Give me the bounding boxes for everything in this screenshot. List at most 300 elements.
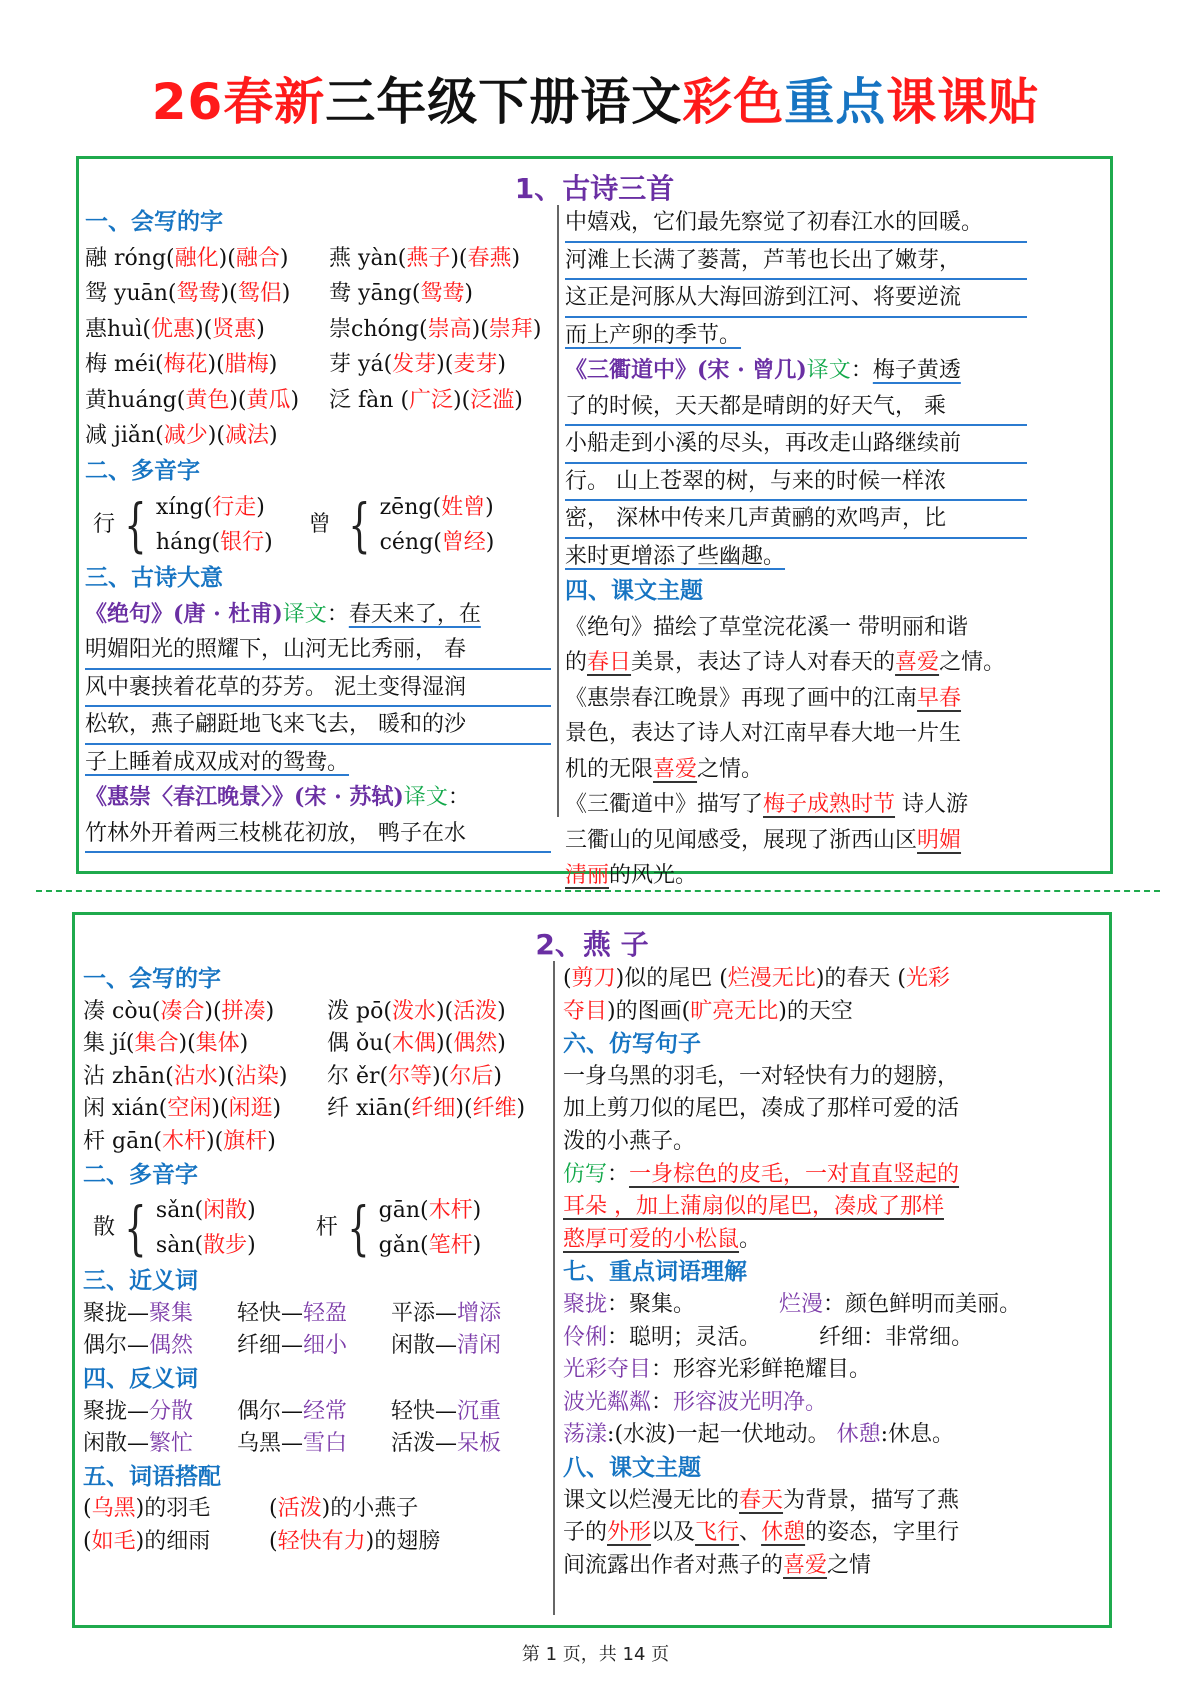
word: 偶尔 (237, 1398, 282, 1424)
title-part: 课课贴 (886, 73, 1040, 131)
text: 之情。 (697, 756, 764, 782)
translation-line: 小船走到小溪的尽头，再改走山路继续前 (565, 426, 1027, 464)
translation-line: 竹林外开着两三枝桃花初放， 鸭子在水 (85, 816, 551, 854)
pinyin: huì (107, 316, 143, 342)
word: 活泼 (391, 1431, 436, 1457)
lesson2-title: 2、燕 子 (535, 928, 649, 961)
reading: sǎn(闲散) (155, 1198, 256, 1224)
pinyin: róng (114, 245, 167, 271)
section-heading: 四、反义词 (83, 1365, 198, 1392)
page-number: 第 1 页，共 14 页 (521, 1644, 670, 1665)
text: 课文以烂漫无比的 (563, 1487, 740, 1513)
char-row (85, 347, 551, 383)
text: 的姿态，字里行 (805, 1520, 960, 1546)
pinyin: jí (112, 1031, 126, 1057)
section-heading: 一、会写的字 (83, 966, 221, 992)
definition: 休息。 (888, 1422, 955, 1448)
text: 机的无限 (565, 756, 654, 782)
char-entry: 集 jí(集合)(集体) (83, 1031, 249, 1057)
char-entry: 芽 yá(发芽)(麦芽) (329, 352, 506, 377)
keyword: 休憩 (761, 1520, 806, 1546)
char-row (83, 1126, 549, 1159)
antonym-row: 闲散—繁忙 乌黑—雪白 活泼—呆板 (83, 1431, 502, 1457)
brace-icon: { (124, 491, 147, 559)
text: 、 (739, 1520, 762, 1546)
poem-name: 《绝句》(唐 · 杜甫) (85, 600, 283, 627)
char-entry: 融 róng(融化)(融合) (85, 245, 289, 271)
pinyin: xíng (155, 495, 204, 520)
text: 美景，表达了诗人对春天的 (631, 650, 896, 675)
char: 泼 (327, 998, 350, 1024)
synonym: 细小 (303, 1333, 348, 1359)
word: 银行 (220, 530, 265, 555)
term: 烂漫 (779, 1291, 824, 1317)
word: 偶然 (453, 1031, 498, 1057)
char: 鸳 (85, 281, 108, 306)
pinyin: zhān (112, 1063, 166, 1089)
pinyin: fàn (358, 387, 394, 413)
reading: gǎn(笔杆) (378, 1233, 482, 1259)
text: 《三衢道中》描写了 (565, 792, 764, 817)
char-entry: 黄huáng(黄色)(黄瓜) (85, 387, 300, 413)
poem-name: 《三衢道中》(宋 · 曾几) (565, 357, 807, 383)
char-entry: 闲 xián(空闲)(闲逛) (83, 1096, 282, 1122)
theme-text (565, 858, 1027, 894)
word: 轻快 (391, 1398, 436, 1424)
char: 泛 (329, 387, 352, 413)
char: 芽 (329, 352, 352, 377)
theme-text: 景色，表达了诗人对江南早春大地一片生 (565, 721, 962, 746)
text: 三衢山的见闻感受，展现了浙西山区 (565, 827, 918, 853)
char-entry: 偶 ǒu(木偶)(偶然) (327, 1031, 506, 1057)
example-sentence: 泼的小燕子。 (563, 1128, 696, 1154)
pinyin: sǎn (155, 1198, 195, 1224)
lesson1-right-column (565, 205, 1027, 894)
column-divider (553, 961, 555, 1615)
char-row (85, 312, 551, 348)
translation-line: 这正是河豚从大海回游到江河、将要逆流 (565, 280, 1027, 318)
polyphone-group (309, 490, 495, 560)
text: 的图画 (615, 998, 682, 1024)
char: 纤 (327, 1096, 350, 1122)
word: 梅花 (163, 352, 208, 377)
word: 发芽 (392, 352, 437, 377)
title-part: 彩色 (682, 73, 785, 131)
word: 春燕 (467, 245, 512, 271)
keyword: 活泼 (277, 1496, 322, 1522)
theme-text (565, 681, 1027, 717)
word: 轻快 (237, 1300, 282, 1326)
word: 木杆 (428, 1198, 473, 1224)
text: 似的尾巴 (624, 966, 720, 991)
text: 的小燕子 (330, 1496, 419, 1522)
theme-text (563, 1517, 1027, 1550)
collocation-row: (剪刀)似的尾巴 (烂漫无比)的春天 (光彩 (563, 966, 951, 991)
pinyin: huáng (107, 387, 177, 413)
pinyin: háng (155, 530, 212, 555)
char-entry: 鸳 yuān(鸳鸯)(鸳侣) (85, 281, 291, 306)
pinyin: zēng (379, 495, 433, 520)
char-entry: 沾 zhān(沾水)(沾染) (83, 1063, 288, 1089)
section-heading: 七、重点词语理解 (563, 1259, 747, 1286)
translation-line: 河滩上长满了蒌蒿，芦苇也长出了嫩芽， (565, 243, 1027, 281)
definition: 聚集。 (629, 1291, 696, 1317)
keyword: 喜爱 (653, 756, 698, 782)
text: 的翅膀 (374, 1528, 441, 1554)
translation-line: 密， 深林中传来几声黄鹂的欢鸣声，比 (565, 501, 1027, 539)
term-row: 光彩夺目：形容光彩鲜艳耀目。 (563, 1357, 872, 1383)
translation-line: 子上睡着成双成对的鸳鸯。 (85, 749, 350, 775)
polyphone-char: 散 (93, 1214, 116, 1240)
text: 的天空 (786, 998, 853, 1024)
char: 闲 (83, 1096, 106, 1122)
theme-text (565, 645, 1027, 681)
definition: (水波)一起一伏地动。 (614, 1422, 830, 1448)
section-heading: 四、课文主题 (565, 578, 703, 604)
lesson2-right-column (563, 963, 1027, 1582)
char-row (83, 1093, 549, 1126)
translation-label: 译文 (806, 358, 851, 383)
char-entry: 梅 méi(梅花)(腊梅) (85, 352, 278, 377)
poem-header: 《绝句》(唐 · 杜甫)译文：春天来了，在 (85, 600, 481, 627)
pinyin: xiān (356, 1096, 403, 1122)
pinyin: còu (112, 998, 152, 1024)
char-entry: 泼 pō(泼水)(活泼) (327, 998, 506, 1024)
char-entry: 崇chóng(崇高)(崇拜) (329, 316, 542, 342)
keyword: 飞行 (695, 1520, 740, 1546)
page-title (0, 72, 1191, 132)
word: 鸳鸯 (176, 281, 221, 306)
char: 沾 (83, 1063, 106, 1089)
word: 集合 (134, 1031, 179, 1057)
polyphone-char: 杆 (315, 1214, 338, 1240)
synonym: 聚集 (149, 1300, 194, 1326)
reading: háng(银行) (155, 530, 273, 555)
text: 间流露出作者对燕子的 (563, 1552, 784, 1578)
pinyin: gān (112, 1128, 154, 1154)
word: 拼凑 (221, 998, 266, 1024)
word: 减法 (224, 423, 269, 448)
term-row: 伶俐：聪明；灵活。 纤细：非常细。 (563, 1322, 1027, 1355)
imitation-text: 一身棕色的皮毛，一对直直竖起的 (629, 1161, 960, 1187)
imitation-text: 耳朵 ，加上蒲扇似的尾巴，凑成了那样 (563, 1194, 944, 1220)
section-heading: 一、会写的字 (85, 209, 223, 235)
polyphone-group (93, 1193, 256, 1263)
keyword: 夺目 (563, 998, 608, 1024)
word: 木杆 (161, 1128, 206, 1154)
theme-text: 《绝句》描绘了草堂浣花溪一 带明丽和谐 (565, 614, 968, 640)
word: 鸳鸯 (420, 281, 465, 306)
pinyin: yá (358, 352, 384, 377)
term-row: 聚拢：聚集。 烂漫：颜色鲜明而美丽。 (563, 1289, 1027, 1322)
word: 闲散 (83, 1431, 128, 1457)
word: 燕子 (406, 245, 451, 271)
word: 偶尔 (83, 1333, 128, 1359)
char-entry: 惠huì(优惠)(贤惠) (85, 316, 265, 342)
term: 休憩 (836, 1422, 881, 1448)
text: 的春天 (824, 966, 898, 991)
text: 之情。 (939, 650, 1006, 675)
polyphone-block (83, 1191, 549, 1265)
term: 波光粼粼 (563, 1389, 652, 1415)
char: 崇 (329, 316, 352, 342)
antonym: 经常 (303, 1398, 348, 1424)
title-part: 三年级下册语文 (325, 73, 683, 131)
char: 融 (85, 245, 108, 271)
column-divider (557, 205, 559, 817)
theme-text (563, 1550, 1027, 1583)
reading: gān(木杆) (378, 1198, 482, 1224)
translation-line: 行。 山上苍翠的树，与来的时候一样浓 (565, 464, 1027, 502)
keyword: 明媚 (917, 827, 962, 853)
word: 木偶 (392, 1031, 437, 1057)
polyphone-block (85, 489, 551, 561)
term: 光彩夺目 (563, 1357, 652, 1383)
char-row (85, 276, 551, 312)
word: 优惠 (150, 316, 195, 342)
theme-text (563, 1485, 1027, 1518)
antonym: 繁忙 (149, 1431, 194, 1457)
char-entry: 尔 ěr(尔等)(尔后) (327, 1063, 502, 1089)
pinyin: gān (378, 1198, 420, 1224)
char-row (83, 1061, 549, 1094)
char: 集 (83, 1031, 106, 1057)
lesson1-card (76, 156, 1113, 888)
word: 闲散 (203, 1198, 248, 1224)
char-entry: 杆 gān(木杆)(旗杆) (83, 1128, 276, 1154)
translation-line: 了的时候，天天都是晴朗的好天气， 乘 (565, 389, 1027, 427)
text: 以及 (651, 1520, 696, 1546)
reading: céng(曾经) (379, 530, 495, 555)
word: 空闲 (167, 1096, 212, 1122)
word: 旗杆 (223, 1128, 268, 1154)
reading: zēng(姓曾) (379, 495, 494, 520)
keyword: 轻快有力 (277, 1528, 366, 1554)
char-row (83, 1028, 549, 1061)
section-heading: 二、多音字 (83, 1161, 198, 1188)
char-entry: 减 jiǎn(减少)(减法) (85, 423, 278, 448)
example-sentence: 加上剪刀似的尾巴，凑成了那样可爱的活 (563, 1096, 960, 1122)
word: 尔后 (449, 1063, 494, 1089)
translation-label: 译文 (282, 601, 327, 627)
polyphone-group (93, 490, 273, 560)
definition: 聪明；灵活。 (629, 1324, 762, 1350)
text: 为背景，描写了燕 (783, 1487, 960, 1513)
word: 闲逛 (228, 1096, 273, 1122)
keyword: 如毛 (91, 1528, 136, 1554)
pinyin: gǎn (378, 1233, 420, 1259)
word: 行走 (212, 495, 257, 520)
keyword: 梅子成熟时节 (763, 792, 896, 817)
char-row (85, 418, 551, 454)
char-entry: 泛 fàn (广泛)(泛滥) (329, 387, 523, 413)
section-heading: 二、多音字 (85, 457, 200, 484)
imitation-line (563, 1191, 1027, 1224)
word: 贤惠 (212, 316, 257, 342)
polyphone-group (316, 1193, 482, 1263)
synonym: 增添 (457, 1300, 502, 1326)
text: 的风光。 (609, 863, 698, 888)
text: 的羽毛 (144, 1496, 211, 1522)
poem-header: 《惠崇〈春江晚景〉》(宋 · 苏轼)译文： (85, 784, 470, 810)
keyword: 烂漫无比 (727, 966, 816, 991)
antonym: 雪白 (303, 1431, 348, 1457)
imitation-line (563, 1224, 1027, 1257)
brace-icon: { (348, 491, 371, 559)
synonym-row: 偶尔—偶然 纤细—细小 闲散—清闲 (83, 1333, 502, 1359)
pinyin: yàn (358, 245, 398, 271)
keyword: 旷亮无比 (690, 998, 779, 1024)
translation-label: 译文 (403, 785, 448, 810)
word: 曾经 (441, 530, 486, 555)
theme-text (565, 823, 1027, 859)
word: 泛滥 (470, 387, 515, 413)
translation-line: 来时更增添了些幽趣。 (565, 543, 786, 569)
char-entry: 鸯 yāng(鸳鸯) (329, 281, 474, 306)
pinyin: chóng (351, 316, 420, 342)
text: 的细雨 (144, 1528, 211, 1554)
pinyin: yāng (358, 281, 412, 306)
title-part: 26春新 (151, 73, 326, 131)
keyword: 剪刀 (571, 966, 616, 991)
word: 散步 (203, 1233, 248, 1259)
text: 之情 (827, 1552, 872, 1578)
antonym: 沉重 (457, 1398, 502, 1424)
keyword: 乌黑 (91, 1496, 136, 1522)
keyword: 清丽 (565, 863, 610, 888)
term-row: 荡漾:(水波)一起一伏地动。 休憩:休息。 (563, 1422, 955, 1448)
char-row (83, 996, 549, 1029)
definition: 形容光彩鲜艳耀目。 (673, 1357, 872, 1383)
keyword: 喜爱 (895, 650, 940, 675)
section-heading: 三、近义词 (83, 1268, 198, 1295)
word: 黄瓜 (246, 387, 291, 413)
antonym: 呆板 (457, 1431, 502, 1457)
section-heading: 六、仿写句子 (563, 1031, 701, 1058)
term: 纤细 (819, 1324, 864, 1350)
word: 闲散 (391, 1333, 436, 1359)
term-row: 波光粼粼：形容波光明净。 (563, 1389, 828, 1415)
synonym: 清闲 (457, 1333, 502, 1359)
polyphone-char: 曾 (308, 512, 331, 538)
char: 杆 (83, 1128, 106, 1154)
section-heading: 三、古诗大意 (85, 565, 223, 591)
word: 麦芽 (453, 352, 498, 377)
lesson1-title: 1、古诗三首 (514, 172, 675, 205)
word: 集体 (195, 1031, 240, 1057)
word: 活泼 (453, 998, 498, 1024)
text: 诗人游 (895, 792, 969, 817)
antonym: 分散 (149, 1398, 194, 1424)
definition: 颜色鲜明而美丽。 (845, 1291, 1022, 1317)
poem-name: 《惠崇〈春江晚景〉》(宋 · 苏轼) (85, 784, 404, 810)
word: 沾水 (173, 1063, 218, 1089)
section-heading: 八、课文主题 (563, 1454, 701, 1481)
lesson2-left-column (83, 963, 549, 1559)
word: 乌黑 (237, 1431, 282, 1457)
polyphone-char: 行 (93, 512, 116, 538)
lesson1-left-column (85, 205, 551, 853)
collocation-row: (如毛)的细雨 (轻快有力)的翅膀 (83, 1528, 441, 1554)
pinyin: xián (112, 1096, 159, 1122)
translation-line: 中嬉戏，它们最先察觉了初春江水的回暖。 (565, 205, 1027, 243)
pinyin: pō (356, 998, 384, 1024)
text: 的 (565, 650, 588, 675)
word: 平添 (391, 1300, 436, 1326)
example-sentence: 一身乌黑的羽毛，一对轻快有力的翅膀， (563, 1063, 960, 1089)
text: 《惠崇春江晚景》再现了画中的江南 (565, 685, 918, 711)
char: 鸯 (329, 281, 352, 306)
char: 梅 (85, 352, 108, 377)
char: 凑 (83, 998, 106, 1024)
synonym: 偶然 (149, 1333, 194, 1359)
pinyin: méi (114, 352, 155, 377)
imitation-label: 仿写 (563, 1161, 608, 1187)
char-row (85, 241, 551, 277)
title-part: 重点 (784, 73, 887, 131)
keyword: 喜爱 (783, 1552, 828, 1578)
collocation-row: (乌黑)的羽毛 (活泼)的小燕子 (83, 1496, 419, 1522)
pinyin: sàn (155, 1233, 195, 1259)
translation-line: 而上产卵的季节。 (565, 322, 742, 348)
char: 黄 (85, 387, 108, 413)
collocation-row: 夺目)的图画(旷亮无比)的天空 (563, 998, 853, 1024)
keyword: 春天 (739, 1487, 784, 1513)
char: 燕 (329, 245, 352, 271)
term: 荡漾 (563, 1422, 608, 1448)
word: 纤细 (237, 1333, 282, 1359)
text: 。 (739, 1226, 762, 1252)
antonym-row: 聚拢—分散 偶尔—经常 轻快—沉重 (83, 1398, 502, 1424)
keyword: 早春 (917, 685, 962, 711)
translation-text: 春天来了，在 (348, 601, 481, 627)
char: 减 (85, 423, 108, 448)
word: 沾染 (234, 1063, 279, 1089)
char-entry: 凑 còu(凑合)(拼凑) (83, 998, 275, 1024)
term: 伶俐 (563, 1324, 608, 1350)
imitation-text: 憨厚可爱的小松鼠 (563, 1226, 740, 1252)
theme-text (565, 787, 1027, 823)
char-entry: 纤 xiān(纤细)(纤维) (327, 1096, 526, 1122)
definition: 形容波光明净。 (673, 1389, 828, 1415)
word: 聚拢 (83, 1398, 128, 1424)
word: 泼水 (391, 998, 436, 1024)
word: 减少 (163, 423, 208, 448)
translation-line: 松软，燕子翩跹地飞来飞去， 暖和的沙 (85, 707, 551, 745)
section-heading: 五、词语搭配 (83, 1463, 221, 1490)
char-entry: 燕 yàn(燕子)(春燕) (329, 245, 521, 271)
poem-header: 《三衢道中》(宋 · 曾几)译文：梅子黄透 (565, 357, 961, 383)
word: 聚拢 (83, 1300, 128, 1326)
word: 凑合 (160, 998, 205, 1024)
word: 融合 (235, 245, 280, 271)
synonym-row: 聚拢—聚集 轻快—轻盈 平添—增添 (83, 1300, 502, 1326)
brace-icon: { (124, 1194, 147, 1263)
word: 崇拜 (488, 316, 533, 342)
reading: sàn(散步) (155, 1233, 256, 1259)
pinyin: yuān (114, 281, 168, 306)
word: 鸳侣 (237, 281, 282, 306)
char: 尔 (327, 1063, 350, 1089)
word: 融化 (174, 245, 219, 271)
translation-line: 明媚阳光的照耀下，山河无比秀丽， 春 (85, 632, 551, 670)
word: 纤维 (472, 1096, 517, 1122)
word: 笔杆 (428, 1233, 473, 1259)
char-row (85, 383, 551, 419)
word: 尔等 (388, 1063, 433, 1089)
char: 惠 (85, 316, 108, 342)
word: 崇高 (427, 316, 472, 342)
